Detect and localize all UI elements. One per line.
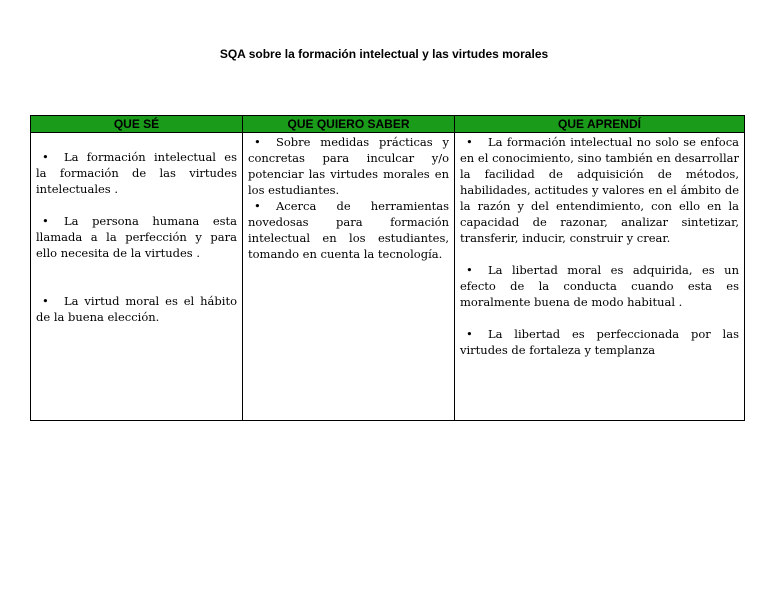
list-item bbox=[36, 149, 237, 197]
list-item-text: Acerca de herramientas novedosas para formación intelectual en los estudiantes, tomando en cuenta la tecnología. bbox=[248, 199, 449, 261]
sqa-table bbox=[30, 115, 745, 421]
bullet-icon: • bbox=[466, 263, 473, 277]
list-item bbox=[36, 293, 237, 325]
list-item-text: La formación intelectual es la formación de las virtudes intelectuales . bbox=[36, 150, 237, 196]
list-item bbox=[248, 198, 449, 262]
cell-que-quiero-saber bbox=[243, 133, 455, 421]
cell-que-se bbox=[31, 133, 243, 421]
header-que-se: QUE SÉ bbox=[31, 116, 243, 133]
bullet-icon: • bbox=[466, 327, 473, 341]
header-que-aprendi: QUE APRENDÍ bbox=[455, 116, 745, 133]
list-item bbox=[248, 134, 449, 198]
bullet-icon: • bbox=[42, 150, 49, 164]
table-body-row bbox=[31, 133, 745, 421]
bullet-icon: • bbox=[466, 135, 473, 149]
list-item bbox=[36, 213, 237, 261]
list-item-text: La persona humana esta llamada a la perfección y para ello necesita de la virtudes . bbox=[36, 214, 237, 260]
list-item bbox=[460, 134, 739, 246]
bullet-icon: • bbox=[254, 199, 261, 213]
document-title: SQA sobre la formación intelectual y las virtudes morales bbox=[219, 47, 549, 61]
list-item bbox=[460, 262, 739, 310]
list-item-text: La libertad es perfeccionada por las virtudes de fortaleza y templanza bbox=[460, 327, 739, 357]
bullet-icon: • bbox=[42, 294, 49, 308]
cell-que-aprendi bbox=[455, 133, 745, 421]
list-item bbox=[460, 326, 739, 358]
header-que-quiero-saber: QUE QUIERO SABER bbox=[243, 116, 455, 133]
table-header-row bbox=[31, 116, 745, 133]
list-item-text: La formación intelectual no solo se enfoca en el conocimiento, sino también en desarrollar la facilidad de adquisición de métodos, habilidades, actitudes y valores en el ámbito de la razón y del entendimiento, con ello en la capacidad de razonar, analizar sintetizar, transferir, inducir, construir y crear. bbox=[460, 135, 739, 245]
bullet-icon: • bbox=[254, 135, 261, 149]
list-item-text: La libertad moral es adquirida, es un efecto de la conducta cuando esta es moralmente buena de modo habitual . bbox=[460, 263, 739, 309]
bullet-icon: • bbox=[42, 214, 49, 228]
list-item-text: Sobre medidas prácticas y concretas para inculcar y/o potenciar las virtudes morales en los estudiantes. bbox=[248, 135, 449, 197]
list-item-text: La virtud moral es el hábito de la buena elección. bbox=[36, 294, 237, 324]
